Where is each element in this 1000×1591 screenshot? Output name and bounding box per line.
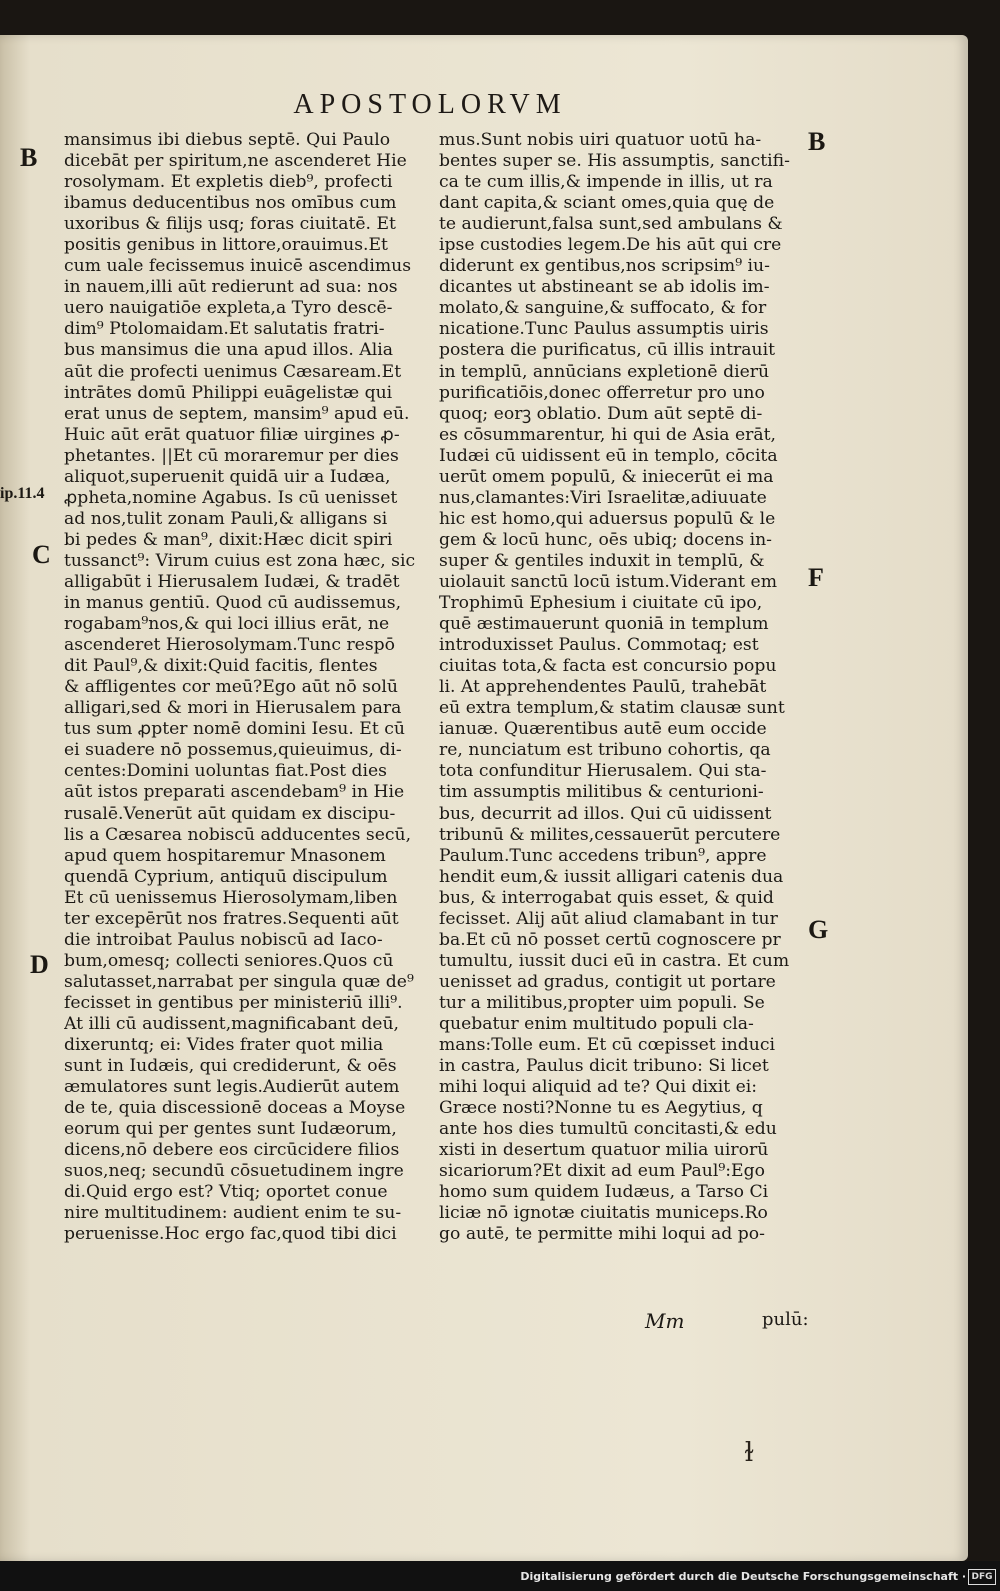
text-line: phetantes. ||Et cū moraremur per dies — [64, 445, 399, 466]
text-line: bus, & interrogabat quis esset, & quid — [439, 887, 774, 908]
text-line: molato,& sanguine,& suffocato, & for — [439, 298, 767, 319]
text-line: bum,omesq; collecti seniores.Quos cū — [64, 950, 394, 971]
text-line: erat unus de septem, mansim⁹ apud eū. — [64, 403, 410, 424]
text-line: in nauem,illi aūt redierunt ad sua: nos — [64, 277, 398, 298]
text-line: dant capita,& sciant omes,quia quę de — [439, 193, 775, 214]
text-line: ad nos,tulit zonam Pauli,& alligans si — [64, 508, 388, 529]
text-line: tim assumptis militibus & centurioni- — [439, 782, 764, 803]
text-line: Græce nosti?Nonne tu es Aegytius, q — [439, 1098, 763, 1119]
right-text-column — [439, 130, 803, 1245]
text-line: xisti in desertum quatuor milia uirorū — [439, 1140, 769, 1161]
text-line: Et cū uenissemus Hierosolymam,liben — [64, 887, 398, 908]
text-line: bus, decurrit ad illos. Qui cū uidissent — [439, 803, 772, 824]
text-line: cum uale fecissemus inuicē ascendimus — [64, 256, 412, 277]
text-line: go autē, te permitte mihi loqui ad po- — [439, 1224, 765, 1245]
text-line: Iudæi cū uidissent eū in templo, cōcita — [439, 445, 778, 466]
signature-mark: Mm — [645, 1309, 685, 1333]
text-line: ter excepērūt nos fratres.Sequenti aūt — [64, 908, 399, 929]
text-line: ascenderet Hierosolymam.Tunc respō — [64, 635, 396, 656]
text-line: sicariorum?Et dixit ad eum Paul⁹:Ego — [439, 1161, 765, 1182]
margin-note-reference: ip.11.4 — [0, 485, 45, 502]
text-line: uxoribus & filijs usq; foras ciuitatē. Et — [64, 214, 396, 235]
text-line: aliquot,superuenit quidā uir a Iudæa, — [64, 466, 391, 487]
text-line: tus sum ꝓpter nomē domini Iesu. Et cū — [64, 719, 405, 740]
text-line: bus mansimus die una apud illos. Alia — [64, 340, 393, 361]
text-line: rosolymam. Et expletis dieb⁹, profecti — [64, 172, 393, 193]
text-line: quē æstimauerunt quoniā in templum — [439, 614, 769, 635]
margin-letter-c: C — [32, 540, 51, 569]
text-line: tussanct⁹: Virum cuius est zona hæc, sic — [64, 550, 416, 571]
text-line: tumultu, iussit duci eū in castra. Et cum — [439, 950, 790, 971]
text-line: bi pedes & man⁹, dixit:Hæc dicit spiri — [64, 529, 393, 550]
text-line: uenisset ad gradus, contigit ut portare — [439, 971, 776, 992]
text-line: ipse custodies legem.De his aūt qui cre — [439, 235, 782, 256]
text-line: dicens,nō debere eos circūcidere filios — [64, 1140, 400, 1161]
text-line: diderunt ex gentibus,nos scripsim⁹ iu- — [439, 256, 770, 277]
text-line: suos,neq; secundū cōsuetudinem ingre — [64, 1161, 404, 1182]
text-line: ca te cum illis,& impende in illis, ut ra — [439, 172, 773, 193]
text-line: liciæ nō ignotæ ciuitatis municeps.Ro — [439, 1203, 768, 1224]
text-line: apud quem hospitaremur Mnasonem — [64, 845, 386, 866]
text-line: in manus gentiū. Quod cū audissemus, — [64, 593, 402, 614]
text-line: uero nauigatiōe expleta,a Tyro descē- — [64, 298, 393, 319]
text-line: tur a militibus,propter uim populi. Se — [439, 992, 765, 1013]
text-line: aūt die profecti uenimus Cæsaream.Et — [64, 361, 402, 382]
dfg-logo: DFG — [968, 1569, 996, 1585]
text-line: tribunū & milites,cessauerūt percutere — [439, 824, 781, 845]
margin-letter-b: B — [20, 143, 38, 172]
text-line: Huic aūt erāt quatuor filiæ uirgines ꝓ- — [64, 424, 400, 445]
text-line: Trophimū Ephesium i ciuitate cū ipo, — [439, 593, 763, 614]
digitization-footer — [0, 1561, 1000, 1591]
text-line: nus,clamantes:Viri Israelitæ,adiuuate — [439, 487, 767, 508]
text-line: homo sum quidem Iudæus, a Tarso Ci — [439, 1182, 769, 1203]
text-line: dixeruntq; ei: Vides frater quot milia — [64, 1035, 384, 1056]
text-line: in castra, Paulus dicit tribuno: Si licet — [439, 1056, 769, 1077]
text-line: super & gentiles induxit in templū, & — [439, 550, 765, 571]
text-line: mansimus ibi diebus septē. Qui Paulo — [64, 130, 391, 150]
text-line: uiolauit sanctū locū istum.Viderant em — [439, 571, 778, 592]
text-line: dicantes ut abstineant se ab idolis im- — [439, 277, 770, 298]
text-line: ibamus deducentibus nos omībus cum — [64, 193, 397, 214]
text-line: introduxisset Paulus. Commotaq; est — [439, 635, 759, 656]
text-line: alligabūt i Hierusalem Iudæi, & tradēt — [64, 571, 400, 592]
text-line: rogabam⁹nos,& qui loci illius erāt, ne — [64, 614, 390, 635]
text-line: te audierunt,falsa sunt,sed ambulans & — [439, 214, 783, 235]
text-line: sunt in Iudæis, qui crediderunt, & oēs — [64, 1056, 397, 1077]
text-line: di.Quid ergo est? Vtiq; oportet conue — [64, 1182, 388, 1203]
text-line: li. At apprehendentes Paulū, trahebāt — [439, 677, 767, 698]
text-line: ianuæ. Quærentibus autē eum occide — [439, 719, 767, 740]
text-line: quendā Cyprium, antiquū discipulum — [64, 866, 388, 887]
text-line: dit Paul⁹,& dixit:Quid facitis, flentes — [64, 656, 378, 677]
text-line: uerūt omem populū, & iniecerūt ei ma — [439, 466, 774, 487]
text-line: die introibat Paulus nobiscū ad Iaco- — [64, 929, 383, 950]
text-line: eū extra templum,& statim clausæ sunt — [439, 698, 785, 719]
running-head: APOSTOLORVM — [293, 89, 567, 120]
text-line: eorum qui per gentes sunt Iudæorum, — [64, 1119, 397, 1140]
text-line: in templū, annūcians expletionē dierū — [439, 361, 770, 382]
text-line: aūt istos preparati ascendebam⁹ in Hie — [64, 782, 405, 803]
text-line: mus.Sunt nobis uiri quatuor uotū ha- — [439, 130, 762, 150]
margin-letter-g: G — [808, 915, 829, 944]
text-line: Paulum.Tunc accedens tribun⁹, appre — [439, 845, 767, 866]
text-line: ciuitas tota,& facta est concursio popu — [439, 656, 777, 677]
book-page — [0, 35, 968, 1561]
margin-letter-d: D — [30, 950, 49, 979]
text-line: fecisset in gentibus per ministeriū illi⁹. — [64, 992, 403, 1013]
text-line: gem & locū hunc, oēs ubiq; docens in- — [439, 529, 772, 550]
text-line: ꝓpheta,nomine Agabus. Is cū uenisset — [64, 487, 398, 508]
margin-letter-b-right: B — [808, 127, 826, 156]
text-line: At illi cū audissent,magnificabant deū, — [64, 1013, 400, 1034]
text-line: hendit eum,& iussit alligari catenis dua — [439, 866, 784, 887]
text-line: purificatiōis,donec offerretur pro uno — [439, 382, 765, 403]
text-line: hic est homo,qui aduersus populū & le — [439, 508, 776, 529]
text-line: ei suadere nō possemus,quieuimus, di- — [64, 740, 402, 761]
text-line: fecisset. Alij aūt aliud clamabant in tur — [439, 908, 778, 929]
text-line: quoq; eorꝫ oblatio. Dum aūt septē di- — [439, 403, 763, 424]
text-line: mihi loqui aliquid ad te? Qui dixit ei: — [439, 1077, 758, 1098]
text-line: tota confunditur Hierusalem. Qui sta- — [439, 761, 767, 782]
text-line: alligari,sed & mori in Hierusalem para — [64, 698, 402, 719]
text-line: nire multitudinem: audient enim te su- — [64, 1203, 402, 1224]
text-line: re, nunciatum est tribuno cohortis, qa — [439, 740, 771, 761]
text-line: centes:Domini uoluntas fiat.Post dies — [64, 761, 387, 782]
text-line: & affligentes cor meū?Ego aūt nō solū — [64, 677, 398, 698]
ink-mark: ɫ — [744, 1438, 754, 1468]
margin-letter-f: F — [808, 563, 824, 592]
text-line: æmulatores sunt legis.Audierūt autem — [64, 1077, 400, 1098]
text-line: positis genibus in littore,orauimus.Et — [64, 235, 388, 256]
footer-credit: Digitalisierung gefördert durch die Deutsche Forschungsgemeinschaft · — [520, 1570, 966, 1583]
text-line: ante hos dies tumultū concitasti,& edu — [439, 1119, 777, 1140]
text-line: postera die purificatus, cū illis intrauit — [439, 340, 775, 361]
text-line: rusalē.Venerūt aūt quidam ex discipu- — [64, 803, 396, 824]
text-line: nicatione.Tunc Paulus assumptis uiris — [439, 319, 769, 340]
text-line: dim⁹ Ptolomaidam.Et salutatis fratri- — [64, 319, 385, 340]
text-line: ba.Et cū nō posset certū cognoscere pr — [439, 929, 781, 950]
text-line: quebatur enim multitudo populi cla- — [439, 1013, 754, 1034]
text-line: peruenisse.Hoc ergo fac,quod tibi dici — [64, 1224, 397, 1245]
text-line: mans:Tolle eum. Et cū cœpisset induci — [439, 1035, 775, 1056]
text-line: salutasset,narrabat per singula quæ de⁹ — [64, 971, 414, 992]
text-line: es cōsummarentur, hi qui de Asia erāt, — [439, 424, 776, 445]
text-line: dicebāt per spiritum,ne ascenderet Hie — [64, 151, 407, 172]
text-line: de te, quia discessionē doceas a Moyse — [64, 1098, 406, 1119]
text-line: bentes super se. His assumptis, sanctifi- — [439, 151, 790, 172]
catchword: pulū: — [762, 1309, 809, 1330]
text-line: lis a Cæsarea nobiscū adducentes secū, — [64, 824, 412, 845]
text-line: intrātes domū Philippi euāgelistæ qui — [64, 382, 393, 403]
left-text-column — [64, 130, 416, 1245]
